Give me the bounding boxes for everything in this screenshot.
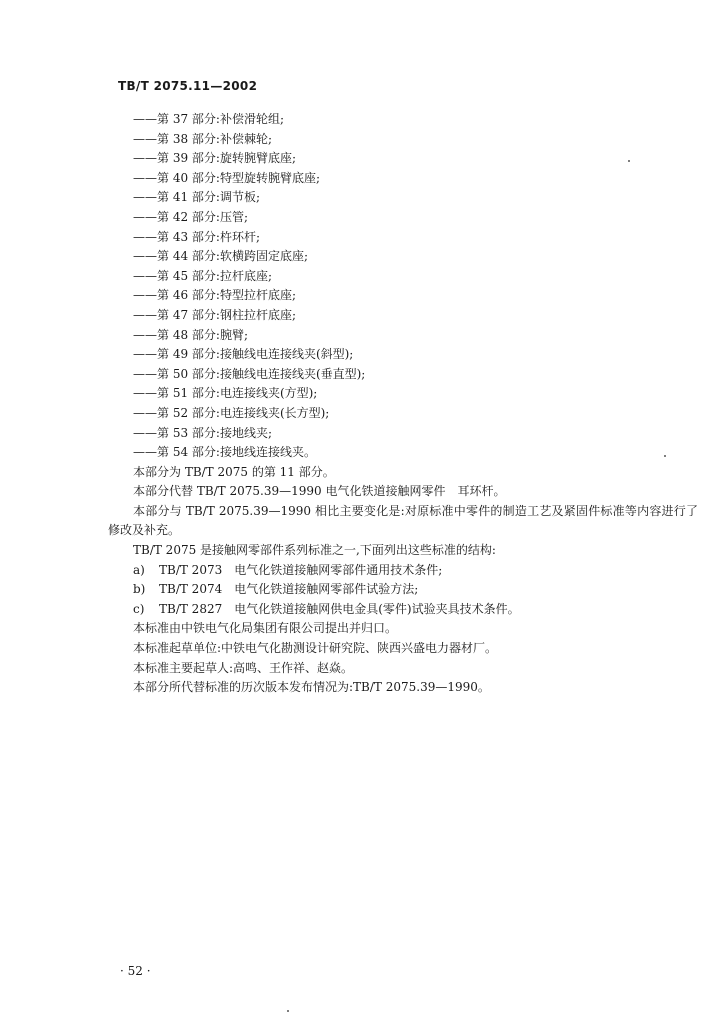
standard-list-item [108, 600, 698, 620]
standard-list-text: TB/T 2074 电气化铁道接触网零部件试验方法; [159, 582, 419, 597]
changes-paragraph: 本部分与 TB/T 2075.39—1990 相比主要变化是:对原标准中零件的制造工艺及紧固件标准等内容进行了修改及补充。 [108, 503, 698, 538]
document-body [108, 110, 698, 698]
part-list-item: ——第 41 部分:调节板; [133, 190, 260, 205]
part-list-item: ——第 39 部分:旋转腕臂底座; [133, 151, 296, 166]
part-list-item: ——第 38 部分:补偿棘轮; [133, 131, 272, 146]
part-list-item: ——第 50 部分:接触线电连接线夹(垂直型); [133, 366, 366, 381]
scan-speck [664, 455, 666, 457]
standard-list-item [108, 561, 698, 581]
part-list-item: ——第 43 部分:杵环杆; [133, 229, 260, 244]
standard-list-text: TB/T 2073 电气化铁道接触网零部件通用技术条件; [159, 562, 443, 577]
part-list-item: ——第 45 部分:拉杆底座; [133, 268, 272, 283]
part-list-item: ——第 49 部分:接触线电连接线夹(斜型); [133, 347, 354, 362]
drafters-paragraph: 本标准主要起草人:高鸣、王作祥、赵焱。 [133, 660, 354, 675]
part-list-item: ——第 47 部分:钢柱拉杆底座; [133, 307, 296, 322]
standard-list-text: TB/T 2827 电气化铁道接触网供电金具(零件)试验夹具技术条件。 [159, 601, 520, 616]
part-list-item: ——第 40 部分:特型旋转腕臂底座; [133, 170, 320, 185]
standard-list-label: a) [133, 562, 145, 577]
part-list-item: ——第 48 部分:腕臂; [133, 327, 248, 342]
page-number: · 52 · [120, 964, 151, 978]
replaces-paragraph: 本部分代替 TB/T 2075.39—1990 电气化铁道接触网零件 耳环杆。 [133, 484, 506, 499]
part-list-item: ——第 42 部分:压管; [133, 209, 248, 224]
standard-list-item [108, 580, 698, 600]
drafting-unit-paragraph: 本标准起草单位:中铁电气化勘测设计研究院、陕西兴盛电力器材厂。 [133, 641, 498, 656]
part-list-item: ——第 53 部分:接地线夹; [133, 425, 272, 440]
part-list-item: ——第 51 部分:电连接线夹(方型); [133, 386, 318, 401]
series-intro-paragraph: TB/T 2075 是接触网零部件系列标准之一,下面列出这些标准的结构: [133, 543, 496, 558]
standard-list-label: b) [133, 582, 146, 597]
scan-speck [628, 160, 630, 162]
scan-speck [287, 1010, 289, 1012]
part-list-item: ——第 54 部分:接地线连接线夹。 [133, 445, 316, 460]
history-paragraph: 本部分所代替标准的历次版本发布情况为:TB/T 2075.39—1990。 [133, 680, 490, 695]
part-list-item: ——第 44 部分:软横跨固定底座; [133, 249, 308, 264]
proposer-paragraph: 本标准由中铁电气化局集团有限公司提出并归口。 [133, 621, 398, 636]
part-list-item: ——第 46 部分:特型拉杆底座; [133, 288, 296, 303]
standard-header: TB/T 2075.11—2002 [118, 79, 258, 93]
part-list-item: ——第 37 部分:补偿滑轮组; [133, 112, 284, 126]
part-of-paragraph: 本部分为 TB/T 2075 的第 11 部分。 [133, 464, 335, 479]
standard-list-label: c) [133, 601, 145, 616]
part-list-item: ——第 52 部分:电连接线夹(长方型); [133, 405, 330, 420]
